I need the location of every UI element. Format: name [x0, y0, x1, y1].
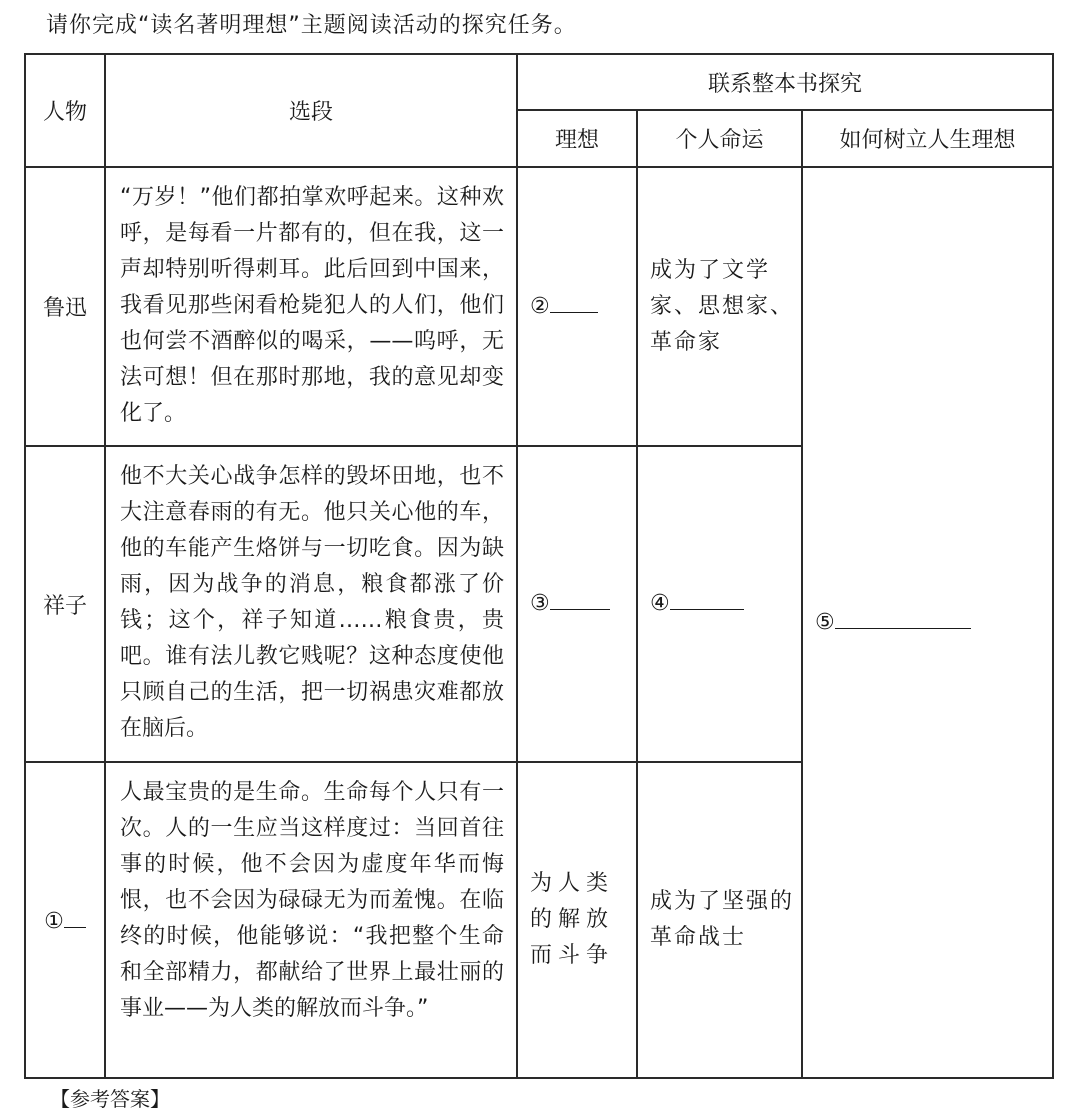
- intro-instruction: 请你完成“读名著明理想”主题阅读活动的探究任务。: [46, 13, 577, 38]
- reference-answer-heading: 【参考答案】: [50, 1087, 170, 1111]
- fate-cell: 成为了文学家、思想家、革命家: [637, 167, 802, 446]
- answer-blank[interactable]: [64, 907, 86, 928]
- blank-number: ⑤: [815, 609, 835, 635]
- ideal-cell: 为人类的解放而斗争: [517, 762, 637, 1078]
- header-explore: 联系整本书探究: [517, 54, 1053, 110]
- answer-blank[interactable]: [670, 589, 744, 610]
- person-cell: 鲁迅: [25, 167, 105, 446]
- blank-number: ③: [530, 591, 550, 616]
- fate-cell: 成为了坚强的革命战士: [637, 762, 802, 1078]
- ideal-cell[interactable]: [517, 167, 637, 446]
- person-cell: 祥子: [25, 446, 105, 762]
- answer-blank[interactable]: [835, 608, 971, 629]
- header-ideal: 理想: [517, 110, 637, 167]
- header-excerpt: 选段: [105, 54, 517, 167]
- fate-cell[interactable]: [637, 446, 802, 762]
- header-person: 人物: [25, 54, 105, 167]
- blank-number: ②: [530, 293, 550, 319]
- excerpt-cell: “万岁！”他们都拍掌欢呼起来。这种欢呼，是每看一片都有的，但在我，这一声却特别听得刺耳。此后回到中国来，我看见那些闲看枪毙犯人的人们，他们也何尝不酒醉似的喝采，——呜呼，无法可想！但在那时那地，我的意见却变化了。: [105, 167, 517, 446]
- header-fate: 个人命运: [637, 110, 802, 167]
- blank-number: ④: [650, 591, 670, 616]
- excerpt-cell: 人最宝贵的是生命。生命每个人只有一次。人的一生应当这样度过：当回首往事的时候，他不会因为虚度年华而悔恨，也不会因为碌碌无为而羞愧。在临终的时候，他能够说：“我把整个生命和全部精力，都献给了世界上最壮丽的事业——为人类的解放而斗争。”: [105, 762, 517, 1078]
- blank-number: ①: [44, 908, 64, 934]
- answer-blank[interactable]: [550, 589, 610, 610]
- person-cell[interactable]: [25, 762, 105, 1078]
- excerpt-cell: 他不大关心战争怎样的毁坏田地，也不大注意春雨的有无。他只关心他的车，他的车能产生烙饼与一切吃食。因为缺雨，因为战争的消息，粮食都涨了价钱；这个，祥子知道……粮食贵，贵吧。谁有法儿教它贱呢？这种态度使他只顾自己的生活，把一切祸患灾难都放在脑后。: [105, 446, 517, 762]
- header-howto: 如何树立人生理想: [802, 110, 1053, 167]
- answer-blank[interactable]: [550, 292, 598, 313]
- reading-task-table: [24, 53, 1054, 1079]
- table-row: [25, 167, 1053, 446]
- ideal-cell[interactable]: [517, 446, 637, 762]
- howto-cell[interactable]: [802, 167, 1053, 1078]
